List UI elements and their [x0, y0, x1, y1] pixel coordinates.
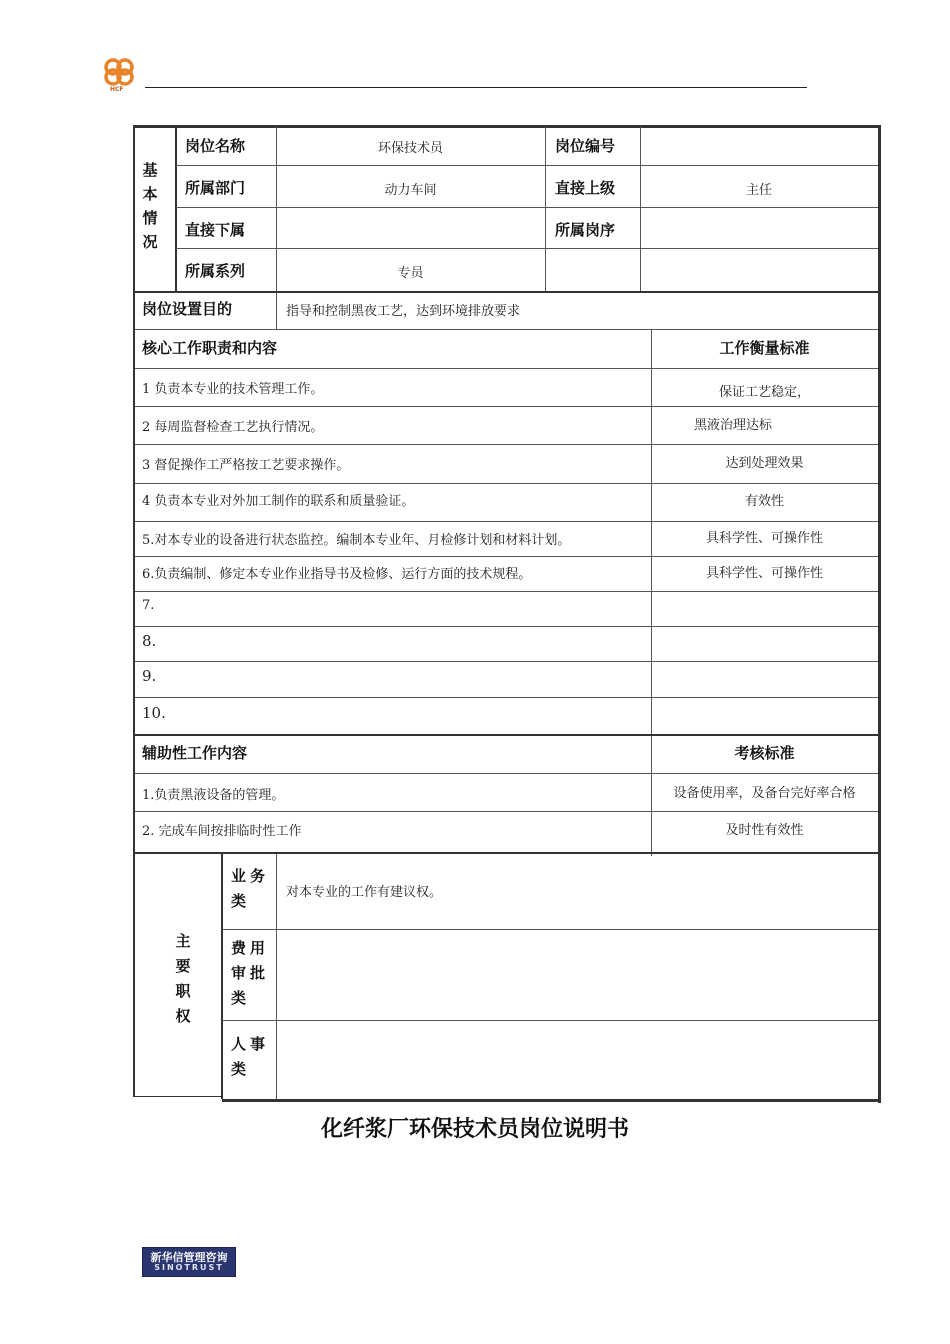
core-duty-2: 2 每周监督检查工艺执行情况。 — [142, 420, 324, 435]
post-sequence-label: 所属岗序 — [555, 221, 616, 239]
grid-line — [176, 207, 878, 208]
department-value: 动力车间 — [384, 183, 437, 198]
grid-line — [135, 626, 878, 627]
core-standard-2: 黑液治理达标 — [694, 418, 773, 433]
grid-line — [175, 127, 177, 292]
series-label: 所属系列 — [185, 262, 246, 280]
grid-line — [135, 591, 878, 592]
basic-info-section-label: 基 本 情 况 — [142, 161, 158, 251]
table-frame-bottom — [222, 1099, 881, 1102]
grid-line — [276, 854, 277, 1099]
authority-business-label: 业务类 — [231, 867, 270, 910]
grid-line — [135, 661, 878, 662]
grid-line — [135, 811, 878, 812]
core-duty-7: 7. — [142, 598, 155, 613]
grid-line — [545, 127, 546, 292]
document-title: 化纤浆厂环保技术员岗位说明书 — [320, 1117, 629, 1142]
core-standard-1: 保证工艺稳定， — [718, 385, 810, 400]
purpose-label: 岗位设置目的 — [142, 300, 233, 318]
core-standard-6: 具科学性、可操作性 — [705, 566, 823, 581]
aux-work-header: 辅助性工作内容 — [142, 744, 248, 762]
core-duty-10: 10. — [142, 704, 166, 722]
grid-line — [135, 368, 878, 369]
table-frame-left — [133, 125, 135, 1097]
grid-line — [135, 329, 878, 330]
core-duty-3: 3 督促操作工严格按工艺要求操作。 — [142, 458, 350, 473]
grid-line — [640, 127, 641, 292]
post-name-label: 岗位名称 — [185, 137, 246, 155]
grid-line — [135, 521, 878, 522]
grid-line — [135, 852, 878, 854]
direct-superior-label: 直接上级 — [555, 179, 616, 197]
grid-line — [135, 483, 878, 484]
direct-subordinate-label: 直接下属 — [185, 221, 246, 239]
table-frame-top — [133, 125, 881, 128]
grid-line — [222, 1020, 878, 1021]
core-standard-header: 工作衡量标准 — [719, 339, 810, 357]
grid-line — [135, 734, 878, 736]
core-duty-1: 1 负责本专业的技术管理工作。 — [142, 382, 324, 397]
grid-line — [135, 291, 878, 293]
grid-line — [135, 773, 878, 774]
grid-line — [135, 697, 878, 698]
grid-line — [135, 556, 878, 557]
department-label: 所属部门 — [185, 179, 246, 197]
core-standard-3: 达到处理效果 — [725, 456, 804, 471]
header-rule — [145, 87, 807, 88]
core-duty-6: 6.负责编制、修定本专业作业指导书及检修、运行方面的技术规程。 — [142, 567, 532, 582]
core-standard-4: 有效性 — [744, 494, 784, 509]
core-duty-5: 5.对本专业的设备进行状态监控。编制本专业年、月检修计划和材料计划。 — [142, 533, 571, 548]
grid-line — [176, 248, 878, 249]
footer-logo-cn: 新华信管理咨询 — [150, 1251, 228, 1264]
grid-line — [276, 293, 277, 329]
post-number-label: 岗位编号 — [555, 137, 616, 155]
authority-expense-label: 费用审批类 — [231, 939, 270, 1007]
series-value: 专员 — [397, 266, 424, 281]
grid-line — [176, 165, 878, 166]
core-duty-9: 9. — [142, 667, 157, 685]
aux-work-2: 2. 完成车间按排临时性工作 — [142, 824, 302, 839]
aux-standard-header: 考核标准 — [734, 744, 795, 762]
footer-logo-en: SINOTRUST — [154, 1263, 224, 1272]
authority-section-label: 主 要 职 权 — [175, 932, 191, 1025]
core-duty-4: 4 负责本专业对外加工制作的联系和质量验证。 — [142, 494, 415, 509]
core-duties-header: 核心工作职责和内容 — [142, 339, 278, 357]
table-frame-right — [878, 125, 881, 1103]
company-logo-text: HCF — [110, 86, 124, 92]
direct-superior-value: 主任 — [745, 183, 772, 198]
post-name-value: 环保技术员 — [377, 141, 443, 156]
core-standard-5: 具科学性、可操作性 — [705, 531, 823, 546]
grid-line — [135, 444, 878, 445]
grid-line — [135, 406, 878, 407]
grid-line — [222, 929, 878, 930]
authority-business-value: 对本专业的工作有建议权。 — [286, 885, 443, 900]
core-duty-8: 8. — [142, 632, 157, 650]
table-frame-bottom-left — [133, 1096, 223, 1097]
aux-standard-2: 及时性有效性 — [725, 823, 804, 838]
purpose-value: 指导和控制黑夜工艺，达到环境排放要求 — [286, 304, 521, 319]
footer-logo — [142, 1247, 236, 1277]
authority-personnel-label: 人事类 — [231, 1035, 270, 1078]
grid-line — [221, 854, 223, 1099]
company-logo — [100, 54, 140, 92]
aux-standard-1: 设备使用率，及备台完好率合格 — [673, 786, 856, 801]
aux-work-1: 1.负责黑液设备的管理。 — [142, 788, 285, 803]
